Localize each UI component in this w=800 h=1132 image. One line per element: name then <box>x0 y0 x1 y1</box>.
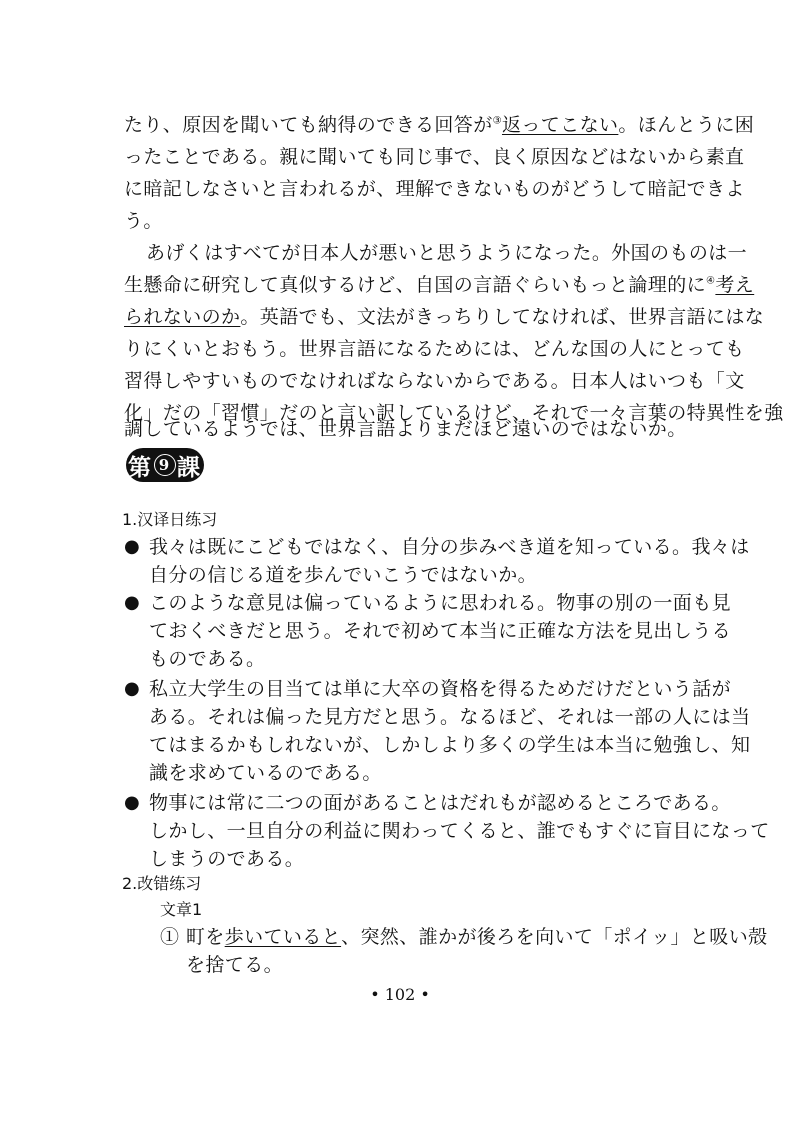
underlined-phrase: 返ってこない <box>501 114 619 136</box>
text-run: 生懸命に研究して真似するけど、自国の言語ぐらいもっと論理的に <box>124 274 707 296</box>
para2-line3 <box>124 308 764 327</box>
text-run: 、突然、誰かが後ろを向いて「ポイッ」と吸い殻 <box>341 926 768 948</box>
para1-line2: ったことである。親に聞いても同じ事で、良く原因などはないから素直 <box>124 146 745 168</box>
para1-line4: う。 <box>124 210 163 232</box>
badge-prefix: 第 <box>128 453 153 481</box>
para2-line2 <box>124 276 754 295</box>
section-title-correction: 2.改错练习 <box>122 874 202 893</box>
bullet-icon: ● <box>124 592 140 613</box>
para2-line5: 習得しやすいものでなければならないからである。日本人はいつも「文 <box>124 370 745 392</box>
bullet-icon: ● <box>124 536 140 557</box>
bullet2-line2: ておくべきだと思う。それで初めて本当に正確な方法を見出しうる <box>149 620 732 642</box>
text-run: たり、原因を聞いても納得のできる回答が <box>124 114 493 136</box>
bullet4-line2: しかし、一旦自分の利益に関わってくると、誰でもすぐに盲目になって <box>149 820 770 842</box>
bullet1-line1: 我々は既にこどもではなく、自分の歩みべき道を知っている。我々は <box>149 536 750 558</box>
footnote-marker: ③ <box>492 115 502 127</box>
bullet3-line1: 私立大学生の目当ては単に大卒の資格を得るためだけだという話が <box>149 678 732 700</box>
lesson-badge <box>126 448 204 482</box>
para2-line1: あげくはすべてが日本人が悪いと思うようになった。外国のものは一 <box>146 242 748 264</box>
bullet2-line3: ものである。 <box>149 648 266 670</box>
para1-line3: に暗記しなさいと言われるが、理解できないものがどうして暗記できよ <box>124 178 745 200</box>
text-run: 。英語でも、文法がきっちりしてなければ、世界言語にはな <box>240 306 765 328</box>
item1-line1 <box>160 928 768 947</box>
bullet3-line2: ある。それは偏った見方だと思う。なるほど、それは一部の人には当 <box>149 706 751 728</box>
bullet-icon: ● <box>124 678 140 699</box>
bullet2-line1: このような意見は偏っているように思われる。物事の別の一面も見 <box>149 592 732 614</box>
badge-suffix: 課 <box>177 453 202 481</box>
bullet-icon: ● <box>124 792 140 813</box>
para1-line1 <box>124 116 754 135</box>
bullet3-line3: てはまるかもしれないが、しかしより多くの学生は本当に勉強し、知 <box>149 734 751 756</box>
bullet4-line1: 物事には常に二つの面があることはだれもが認めるところである。 <box>149 792 731 814</box>
para2-line6: 化」だの「習慣」だのと言い訳しているけど、それで一々言葉の特異性を強 <box>124 402 784 424</box>
bullet4-line3: しまうのである。 <box>149 848 305 870</box>
para2-line7: 調しているようでは、世界言語よりまだほど遠いのではないか。 <box>124 418 687 440</box>
bullet3-line4: 識を求めているのである。 <box>149 762 382 784</box>
text-run: 町を <box>185 926 225 948</box>
page-number: • 102 • <box>370 985 430 1004</box>
section-title-translation: 1.汉译日练习 <box>122 510 218 529</box>
item-marker: ① <box>160 926 180 948</box>
item1-line2: を捨てる。 <box>186 954 284 976</box>
badge-number: 9 <box>154 454 176 476</box>
para2-line4: りにくいとおもう。世界言語になるためには、どんな国の人にとっても <box>124 338 745 360</box>
subsection-title: 文章1 <box>160 900 203 919</box>
underlined-phrase: 考え <box>715 274 755 296</box>
underlined-phrase: られないのか <box>124 306 241 328</box>
bullet1-line2: 自分の信じる道を歩んでいこうではないか。 <box>149 564 538 586</box>
text-run: 。ほんとうに困 <box>618 114 755 136</box>
underlined-phrase: 歩いていると <box>224 926 342 948</box>
footnote-marker: ④ <box>706 275 716 287</box>
